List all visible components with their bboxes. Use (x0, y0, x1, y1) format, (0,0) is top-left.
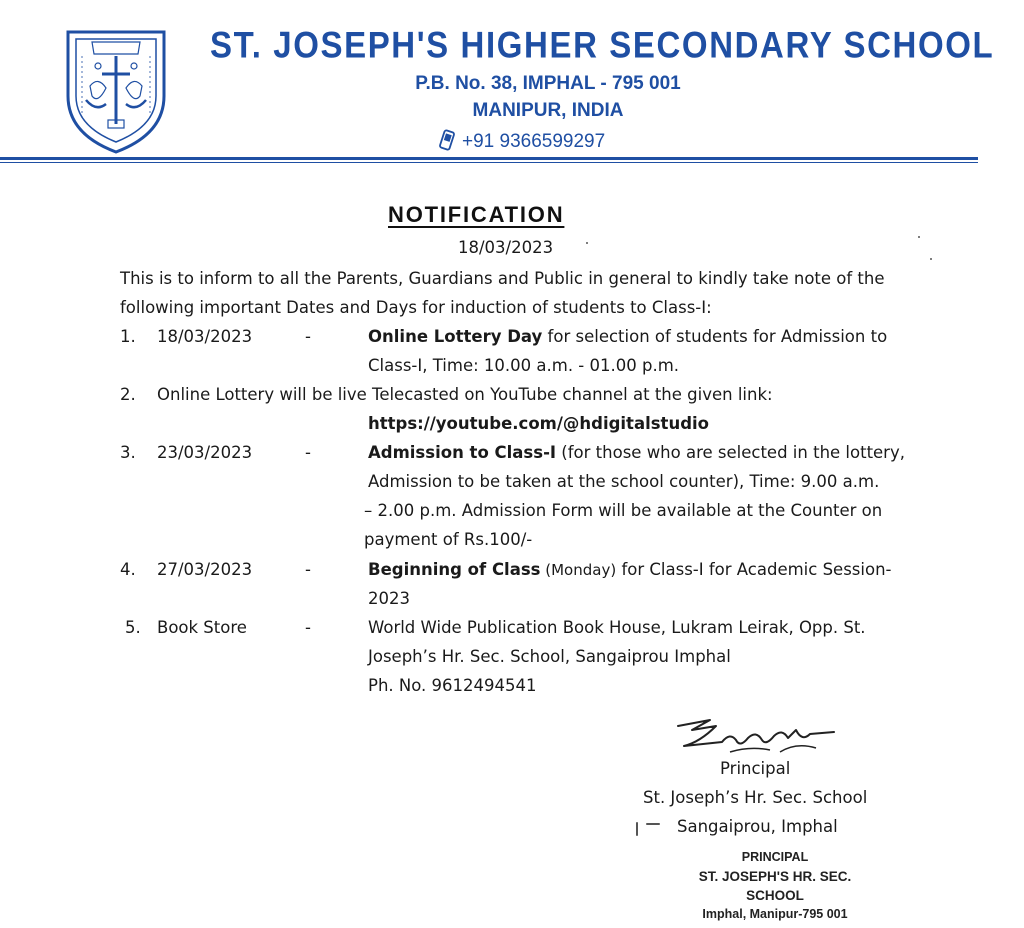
principal-stamp (670, 848, 880, 924)
signatory-title: Principal (720, 759, 791, 778)
phone-number: +91 9366599297 (462, 131, 606, 152)
stamp-line-3: Imphal, Manipur-795 001 (702, 907, 848, 921)
item-1-number: 1. (120, 327, 136, 346)
item-4-line-1 (368, 555, 891, 585)
item-4-day: (Monday) (540, 561, 617, 579)
letterhead-rule-thin (0, 162, 978, 163)
signatory-school: St. Joseph’s Hr. Sec. School (643, 788, 868, 807)
item-5-dash: - (305, 618, 311, 637)
item-3-date: 23/03/2023 (157, 443, 253, 462)
intro-line-1: This is to inform to all the Parents, Guardians and Public in general to kindly take note of the (120, 269, 885, 288)
item-2-text: Online Lottery will be live Telecasted on YouTube channel at the given link: (157, 385, 773, 404)
item-1-line-1 (368, 322, 887, 351)
item-5-line-3: Ph. No. 9612494541 (368, 676, 537, 695)
item-1-dash: - (305, 327, 311, 346)
item-5-label: Book Store (157, 618, 247, 637)
item-1-title: Online Lottery Day (368, 327, 543, 346)
intro-line-2: following important Dates and Days for induction of students to Class-I: (120, 298, 712, 317)
item-1-date: 18/03/2023 (157, 327, 253, 346)
scan-speck (636, 822, 638, 836)
item-3-title: Admission to Class-I (368, 443, 557, 462)
item-4-line-2: 2023 (368, 589, 410, 608)
mobile-phone-icon (438, 129, 456, 151)
letterhead-rule (0, 157, 978, 160)
phone-line (438, 129, 605, 153)
item-3-line-4: payment of Rs.100/- (364, 530, 533, 549)
item-4-title: Beginning of Class (368, 560, 541, 579)
item-4-dash: - (305, 560, 311, 579)
item-5-number: 5. (125, 618, 141, 637)
item-3-dash: - (305, 443, 311, 462)
letterhead (0, 0, 1024, 170)
item-3-line-2: Admission to be taken at the school counter), Time: 9.00 a.m. (368, 472, 880, 491)
item-3-line-3: – 2.00 p.m. Admission Form will be available at the Counter on (364, 501, 883, 520)
school-name: ST. JOSEPH'S HIGHER SECONDARY SCHOOL (210, 24, 995, 66)
scan-speck (918, 236, 920, 238)
notification-heading: NOTIFICATION (388, 202, 565, 227)
scan-speck (646, 823, 660, 825)
stamp-line-1: PRINCIPAL (741, 850, 809, 864)
notification-date: 18/03/2023 (458, 238, 554, 257)
item-4-date: 27/03/2023 (157, 560, 253, 579)
item-3-line-1 (368, 438, 905, 467)
item-1-line-2: Class-I, Time: 10.00 a.m. - 01.00 p.m. (368, 356, 680, 375)
item-1-text: for selection of students for Admission to (542, 327, 888, 346)
address-line-2: MANIPUR, INDIA (472, 100, 624, 121)
youtube-link[interactable]: https://youtube.com/@hdigitalstudio (368, 414, 709, 433)
stamp-line-2: ST. JOSEPH'S HR. SEC. SCHOOL (698, 869, 852, 903)
address-line-1: P.B. No. 38, IMPHAL - 795 001 (415, 73, 681, 94)
item-3-number: 3. (120, 443, 136, 462)
scan-speck (930, 258, 932, 260)
signatory-place: Sangaiprou, Imphal (677, 817, 838, 836)
item-4-text: for Class-I for Academic Session- (616, 560, 892, 579)
scan-speck (586, 242, 588, 244)
school-crest-logo (62, 26, 170, 156)
item-3-text: (for those who are selected in the lottery, (556, 443, 905, 462)
item-4-number: 4. (120, 560, 136, 579)
item-2-number: 2. (120, 385, 136, 404)
item-5-line-1: World Wide Publication Book House, Lukram Leirak, Opp. St. (368, 618, 866, 637)
item-5-line-2: Joseph’s Hr. Sec. School, Sangaiprou Imphal (368, 647, 731, 666)
